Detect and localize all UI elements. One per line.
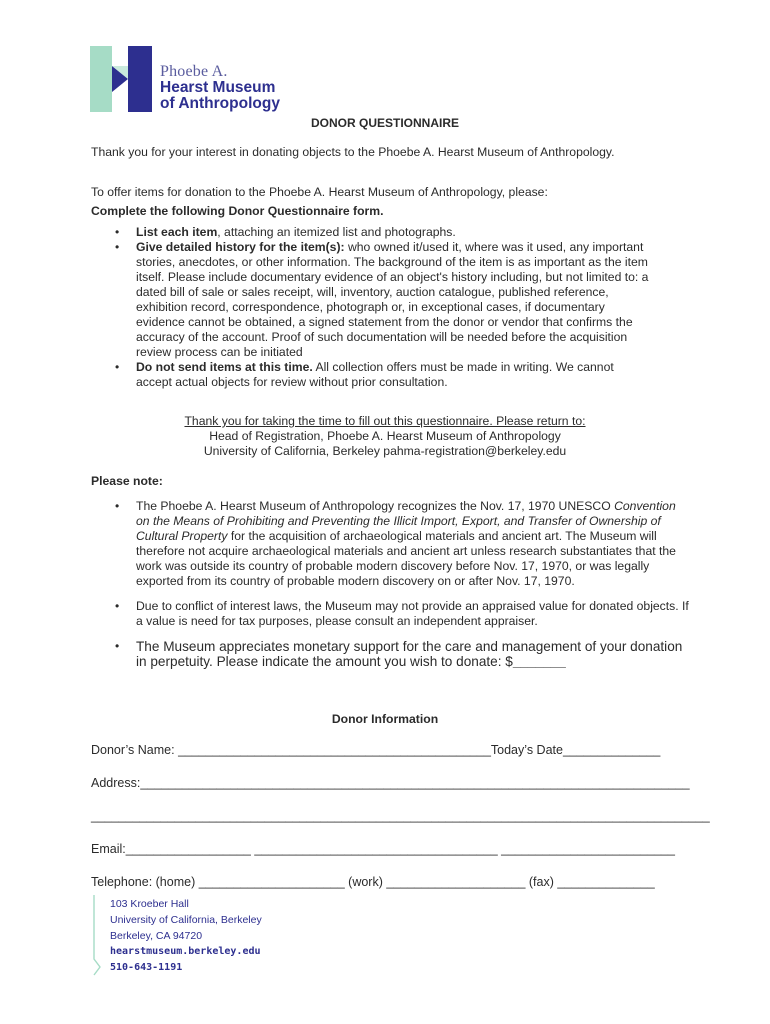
museum-logo-mark [90,46,152,112]
museum-logo-text [160,64,280,112]
return-line-3: University of California, Berkeley pahma-registration@berkeley.edu [203,444,567,458]
logo-line-2: Hearst Museum [160,79,276,96]
return-line-1: Thank you for taking the time to fill out this questionnaire. Please return to: [184,414,586,428]
footer-phone: 510-643-1191 [110,962,183,973]
step-history-item [91,240,651,360]
footer-line-3: Berkeley, CA 94720 [110,930,203,942]
email-field[interactable]: Email:__________________ ___________________________________ _________________________ [91,842,675,856]
footer-bracket [92,895,102,977]
step-text: All collection offers must be made in writing. We cannot accept actual objects for review without prior consultation. [136,360,614,389]
note-text: The Museum appreciates monetary support for the care and management of your donation in perpetuity. Please indicate the amount you wish to donate: $ [136,639,683,669]
step-bold: Give detailed history for the item(s): [136,240,345,254]
note-text: Due to conflict of interest laws, the Museum may not provide an appraised value for donated objects. If a value is need for tax purposes, please consult an independent appraiser. [136,599,689,628]
monetary-support-note [91,639,691,669]
step-list-item [91,225,651,240]
please-note-heading: Please note: [91,474,163,488]
donation-amount-blank[interactable]: _______ [512,654,566,669]
donation-steps-list [91,225,651,390]
logo-line-3: of Anthropology [160,95,280,112]
document-title: DONOR QUESTIONNAIRE [310,116,459,130]
step-bold: List each item [136,225,218,239]
step-text: , attaching an itemized list and photographs. [217,225,456,239]
note-text: for the acquisition of archaeological materials and ancient art. The Museum will therefore not acquire archaeological materials and ancient art unless research substantiates that the work was outside its country of probable modern discovery before Nov. 17, 1970, or was legally exported from its country of probable modern discovery on or after Nov. 17, 1970. [136,529,676,588]
footer-website[interactable]: hearstmuseum.berkeley.edu [110,946,261,957]
footer-line-2: University of California, Berkeley [110,914,262,926]
return-instructions [0,414,770,459]
address-line-2-field[interactable]: _________________________________________________________________________________________ [91,809,710,823]
intro-paragraph: Thank you for your interest in donating objects to the Phoebe A. Hearst Museum of Anthropology. [91,145,615,159]
complete-instruction: Complete the following Donor Questionnaire form. [91,204,384,218]
donor-name-field[interactable]: Donor’s Name: _____________________________________________Today’s Date______________ [91,743,661,757]
address-field[interactable]: Address:_______________________________________________________________________________ [91,776,690,790]
footer-address [110,896,262,976]
footer-line-1: 103 Kroeber Hall [110,898,189,910]
step-do-not-send-item [91,360,651,390]
return-line-2: Head of Registration, Phoebe A. Hearst Museum of Anthropology [209,429,561,443]
notes-list [91,499,691,679]
step-bold: Do not send items at this time. [136,360,313,374]
logo-line-1: Phoebe A. [160,63,228,80]
convention-title: Convention on the Means of Prohibiting and Preventing the Illicit Import, Export, and Transfer of Ownership of Cultural Property [136,499,676,543]
note-text: The Phoebe A. Hearst Museum of Anthropology recognizes the Nov. 17, 1970 UNESCO [136,499,615,513]
step-text: who owned it/used it, where was it used, any important stories, anecdotes, or other information. The background of the item is as important as the item itself. Please include documentary evidence of an object's history including, but not limited to: a dated bill of sale or sales receipt, will, inventory, auction catalogue, published reference, exhibition record, correspondence, photograph or, in exceptional cases, if documentary evidence cannot be obtained, a signed statement from the donor or vendor that confirms the accuracy of the account. Proof of such documentation will be needed before the acquisition review process can be initiated [136,240,649,359]
unesco-note [91,499,691,589]
appraisal-note [91,599,691,629]
donor-info-heading: Donor Information [331,712,439,726]
offer-lead: To offer items for donation to the Phoebe A. Hearst Museum of Anthropology, please: [91,185,548,199]
telephone-field[interactable]: Telephone: (home) _____________________ (work) ____________________ (fax) ______________ [91,875,655,889]
